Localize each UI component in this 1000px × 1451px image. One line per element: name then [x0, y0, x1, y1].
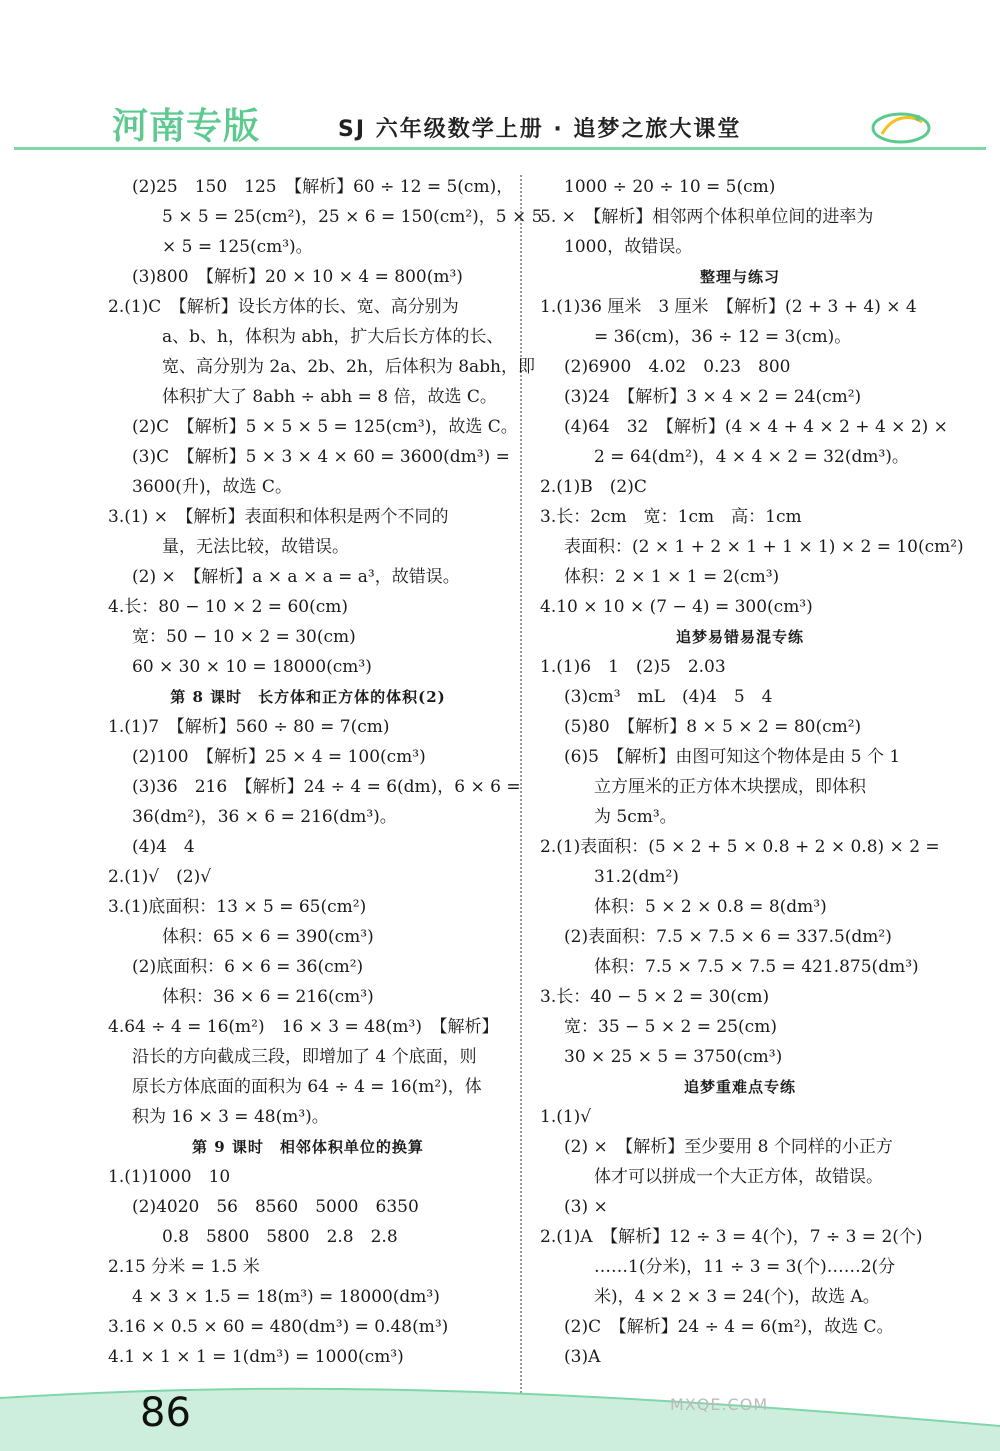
answer-line: (3) × [564, 1197, 608, 1217]
answer-line: a、b、h，体积为 abh，扩大后长方体的长、 [162, 327, 504, 347]
answer-line: 5. × 【解析】相邻两个体积单位间的进率为 [540, 207, 874, 227]
answer-line: 3600(升)，故选 C。 [132, 477, 292, 497]
answer-line: 1000 ÷ 20 ÷ 10 = 5(cm) [564, 177, 776, 197]
answer-line: 2.(1)√ (2)√ [108, 867, 212, 887]
answer-line: 体积：2 × 1 × 1 = 2(cm³) [564, 567, 780, 587]
answer-line: 3.16 × 0.5 × 60 = 480(dm³) = 0.48(m³) [108, 1317, 449, 1337]
answer-line: 体积扩大了 8abh ÷ abh = 8 倍，故选 C。 [162, 387, 497, 407]
answer-line: (3)A [564, 1347, 601, 1367]
series-logo-icon [870, 108, 932, 148]
answer-line: 3.长：40 − 5 × 2 = 30(cm) [540, 987, 770, 1007]
book-title: SJ 六年级数学上册 · 追梦之旅大课堂 [338, 117, 742, 142]
answer-line: (4)4 4 [132, 837, 195, 857]
answer-line: 体积：65 × 6 = 390(cm³) [162, 927, 374, 947]
answer-line: 3.(1) × 【解析】表面积和体积是两个不同的 [108, 507, 449, 527]
answer-line: ……1(分米)，11 ÷ 3 = 3(个)……2(分 [594, 1257, 896, 1277]
answer-line: 表面积：(2 × 1 + 2 × 1 + 1 × 1) × 2 = 10(cm²) [564, 537, 964, 557]
watermark: MXQE.COM [670, 1395, 769, 1414]
answer-line: 宽：35 − 5 × 2 = 25(cm) [564, 1017, 777, 1037]
header-rule [14, 147, 986, 150]
answer-line: × 5 = 125(cm³)。 [162, 237, 313, 257]
left-column [108, 172, 543, 1372]
answer-line: 31.2(dm²) [594, 867, 679, 887]
answer-line: = 36(cm)，36 ÷ 12 = 3(cm)。 [594, 327, 852, 347]
answer-line: 1.(1)7 【解析】560 ÷ 80 = 7(cm) [108, 717, 390, 737]
answer-line: 3.长：2cm 宽：1cm 高：1cm [540, 507, 802, 527]
section-heading: 追梦易错易混专练 [675, 628, 804, 646]
answer-line: 1.(1)6 1 (2)5 2.03 [540, 657, 726, 677]
answer-line: 2.(1)A 【解析】12 ÷ 3 = 4(个)，7 ÷ 3 = 2(个) [540, 1227, 923, 1247]
answer-line: 2.(1)B (2)C [540, 477, 647, 497]
answer-line: (4)64 32 【解析】(4 × 4 + 4 × 2 + 4 × 2) × [564, 417, 948, 437]
answer-line: 原长方体底面的面积为 64 ÷ 4 = 16(m²)，体 [132, 1077, 482, 1097]
answer-line: 30 × 25 × 5 = 3750(cm³) [564, 1047, 783, 1067]
answer-line: 宽：50 − 10 × 2 = 30(cm) [132, 627, 356, 647]
section-heading: 第 9 课时 相邻体积单位的换算 [192, 1138, 424, 1156]
section-heading: 整理与练习 [699, 268, 780, 286]
answer-line: 2.(1)表面积：(5 × 2 + 5 × 0.8 + 2 × 0.8) × 2 = [540, 837, 940, 857]
answer-line: (2)底面积：6 × 6 = 36(cm²) [132, 957, 364, 977]
answer-line: 60 × 30 × 10 = 18000(cm³) [132, 657, 372, 677]
answer-line: 0.8 5800 5800 2.8 2.8 [162, 1227, 398, 1247]
answer-line: 4.长：80 − 10 × 2 = 60(cm) [108, 597, 348, 617]
answer-line: (5)80 【解析】8 × 5 × 2 = 80(cm²) [564, 717, 862, 737]
answer-line: (2)4020 56 8560 5000 6350 [132, 1197, 419, 1217]
answer-line: (2)C 【解析】24 ÷ 4 = 6(m²)，故选 C。 [564, 1317, 894, 1337]
answer-line: 为 5cm³。 [594, 807, 677, 827]
answer-line: 体积：5 × 2 × 0.8 = 8(dm³) [594, 897, 827, 917]
section-heading: 第 8 课时 长方体和正方体的体积(2) [170, 688, 446, 706]
answer-line: 体才可以拼成一个大正方体，故错误。 [594, 1167, 883, 1187]
answer-line: (2)表面积：7.5 × 7.5 × 6 = 337.5(dm²) [564, 927, 892, 947]
answer-line: (2) × 【解析】a × a × a = a³，故错误。 [132, 567, 460, 587]
answer-line: 4.1 × 1 × 1 = 1(dm³) = 1000(cm³) [108, 1347, 404, 1367]
answer-line: 36(dm²)，36 × 6 = 216(dm³)。 [132, 807, 397, 827]
answer-line: 1.(1)√ [540, 1107, 592, 1127]
answer-line: 量，无法比较，故错误。 [162, 537, 349, 557]
answer-line: 2 = 64(dm²)，4 × 4 × 2 = 32(dm³)。 [594, 447, 909, 467]
answer-line: 5 × 5 = 25(cm²)，25 × 6 = 150(cm²)，5 × 5 [162, 207, 543, 227]
answer-line: (6)5 【解析】由图可知这个物体是由 5 个 1 [564, 747, 901, 767]
answer-line: (2) × 【解析】至少要用 8 个同样的小正方 [564, 1137, 893, 1157]
page-number: 86 [140, 1390, 191, 1436]
answer-line: 4.64 ÷ 4 = 16(m²) 16 × 3 = 48(m³) 【解析】 [108, 1017, 499, 1037]
answer-line: 体积：36 × 6 = 216(cm³) [162, 987, 374, 1007]
section-heading: 追梦重难点专练 [683, 1078, 796, 1096]
answer-line: 2.(1)C 【解析】设长方体的长、宽、高分别为 [108, 297, 459, 317]
answer-line: 宽、高分别为 2a、2b、2h，后体积为 8abh，即 [162, 357, 536, 377]
answer-line: 1.(1)36 厘米 3 厘米 【解析】(2 + 3 + 4) × 4 [540, 297, 917, 317]
answer-line: (3)24 【解析】3 × 4 × 2 = 24(cm²) [564, 387, 862, 407]
answer-line: 3.(1)底面积：13 × 5 = 65(cm²) [108, 897, 367, 917]
answer-line: 1000，故错误。 [564, 237, 693, 257]
answer-line: (3)800 【解析】20 × 10 × 4 = 800(m³) [132, 267, 463, 287]
answer-line: 立方厘米的正方体木块摆成，即体积 [594, 777, 866, 797]
answer-line: (3)36 216 【解析】24 ÷ 4 = 6(dm)，6 × 6 = [132, 777, 521, 797]
answer-line: (3)cm³ mL (4)4 5 4 [564, 687, 773, 707]
right-column [540, 172, 964, 1372]
answer-line: (2)100 【解析】25 × 4 = 100(cm³) [132, 747, 426, 767]
answer-line: 4.10 × 10 × (7 − 4) = 300(cm³) [540, 597, 813, 617]
edition-brand: 河南专版 [112, 106, 261, 147]
answer-line: (2)6900 4.02 0.23 800 [564, 357, 791, 377]
answer-line: 体积：7.5 × 7.5 × 7.5 = 421.875(dm³) [594, 957, 919, 977]
answer-line: 米)，4 × 2 × 3 = 24(个)，故选 A。 [594, 1287, 880, 1307]
answer-line: (2)C 【解析】5 × 5 × 5 = 125(cm³)，故选 C。 [132, 417, 518, 437]
page-header [0, 90, 1000, 160]
answer-line: (2)25 150 125 【解析】60 ÷ 12 = 5(cm)， [132, 177, 514, 197]
answer-line: 1.(1)1000 10 [108, 1167, 231, 1187]
answer-line: 沿长的方向截成三段，即增加了 4 个底面，则 [132, 1047, 477, 1067]
answer-line: (3)C 【解析】5 × 3 × 4 × 60 = 3600(dm³) = [132, 447, 510, 467]
answer-line: 积为 16 × 3 = 48(m³)。 [132, 1107, 329, 1127]
answer-line: 2.15 分米 = 1.5 米 [108, 1257, 260, 1277]
answer-line: 4 × 3 × 1.5 = 18(m³) = 18000(dm³) [132, 1287, 440, 1307]
